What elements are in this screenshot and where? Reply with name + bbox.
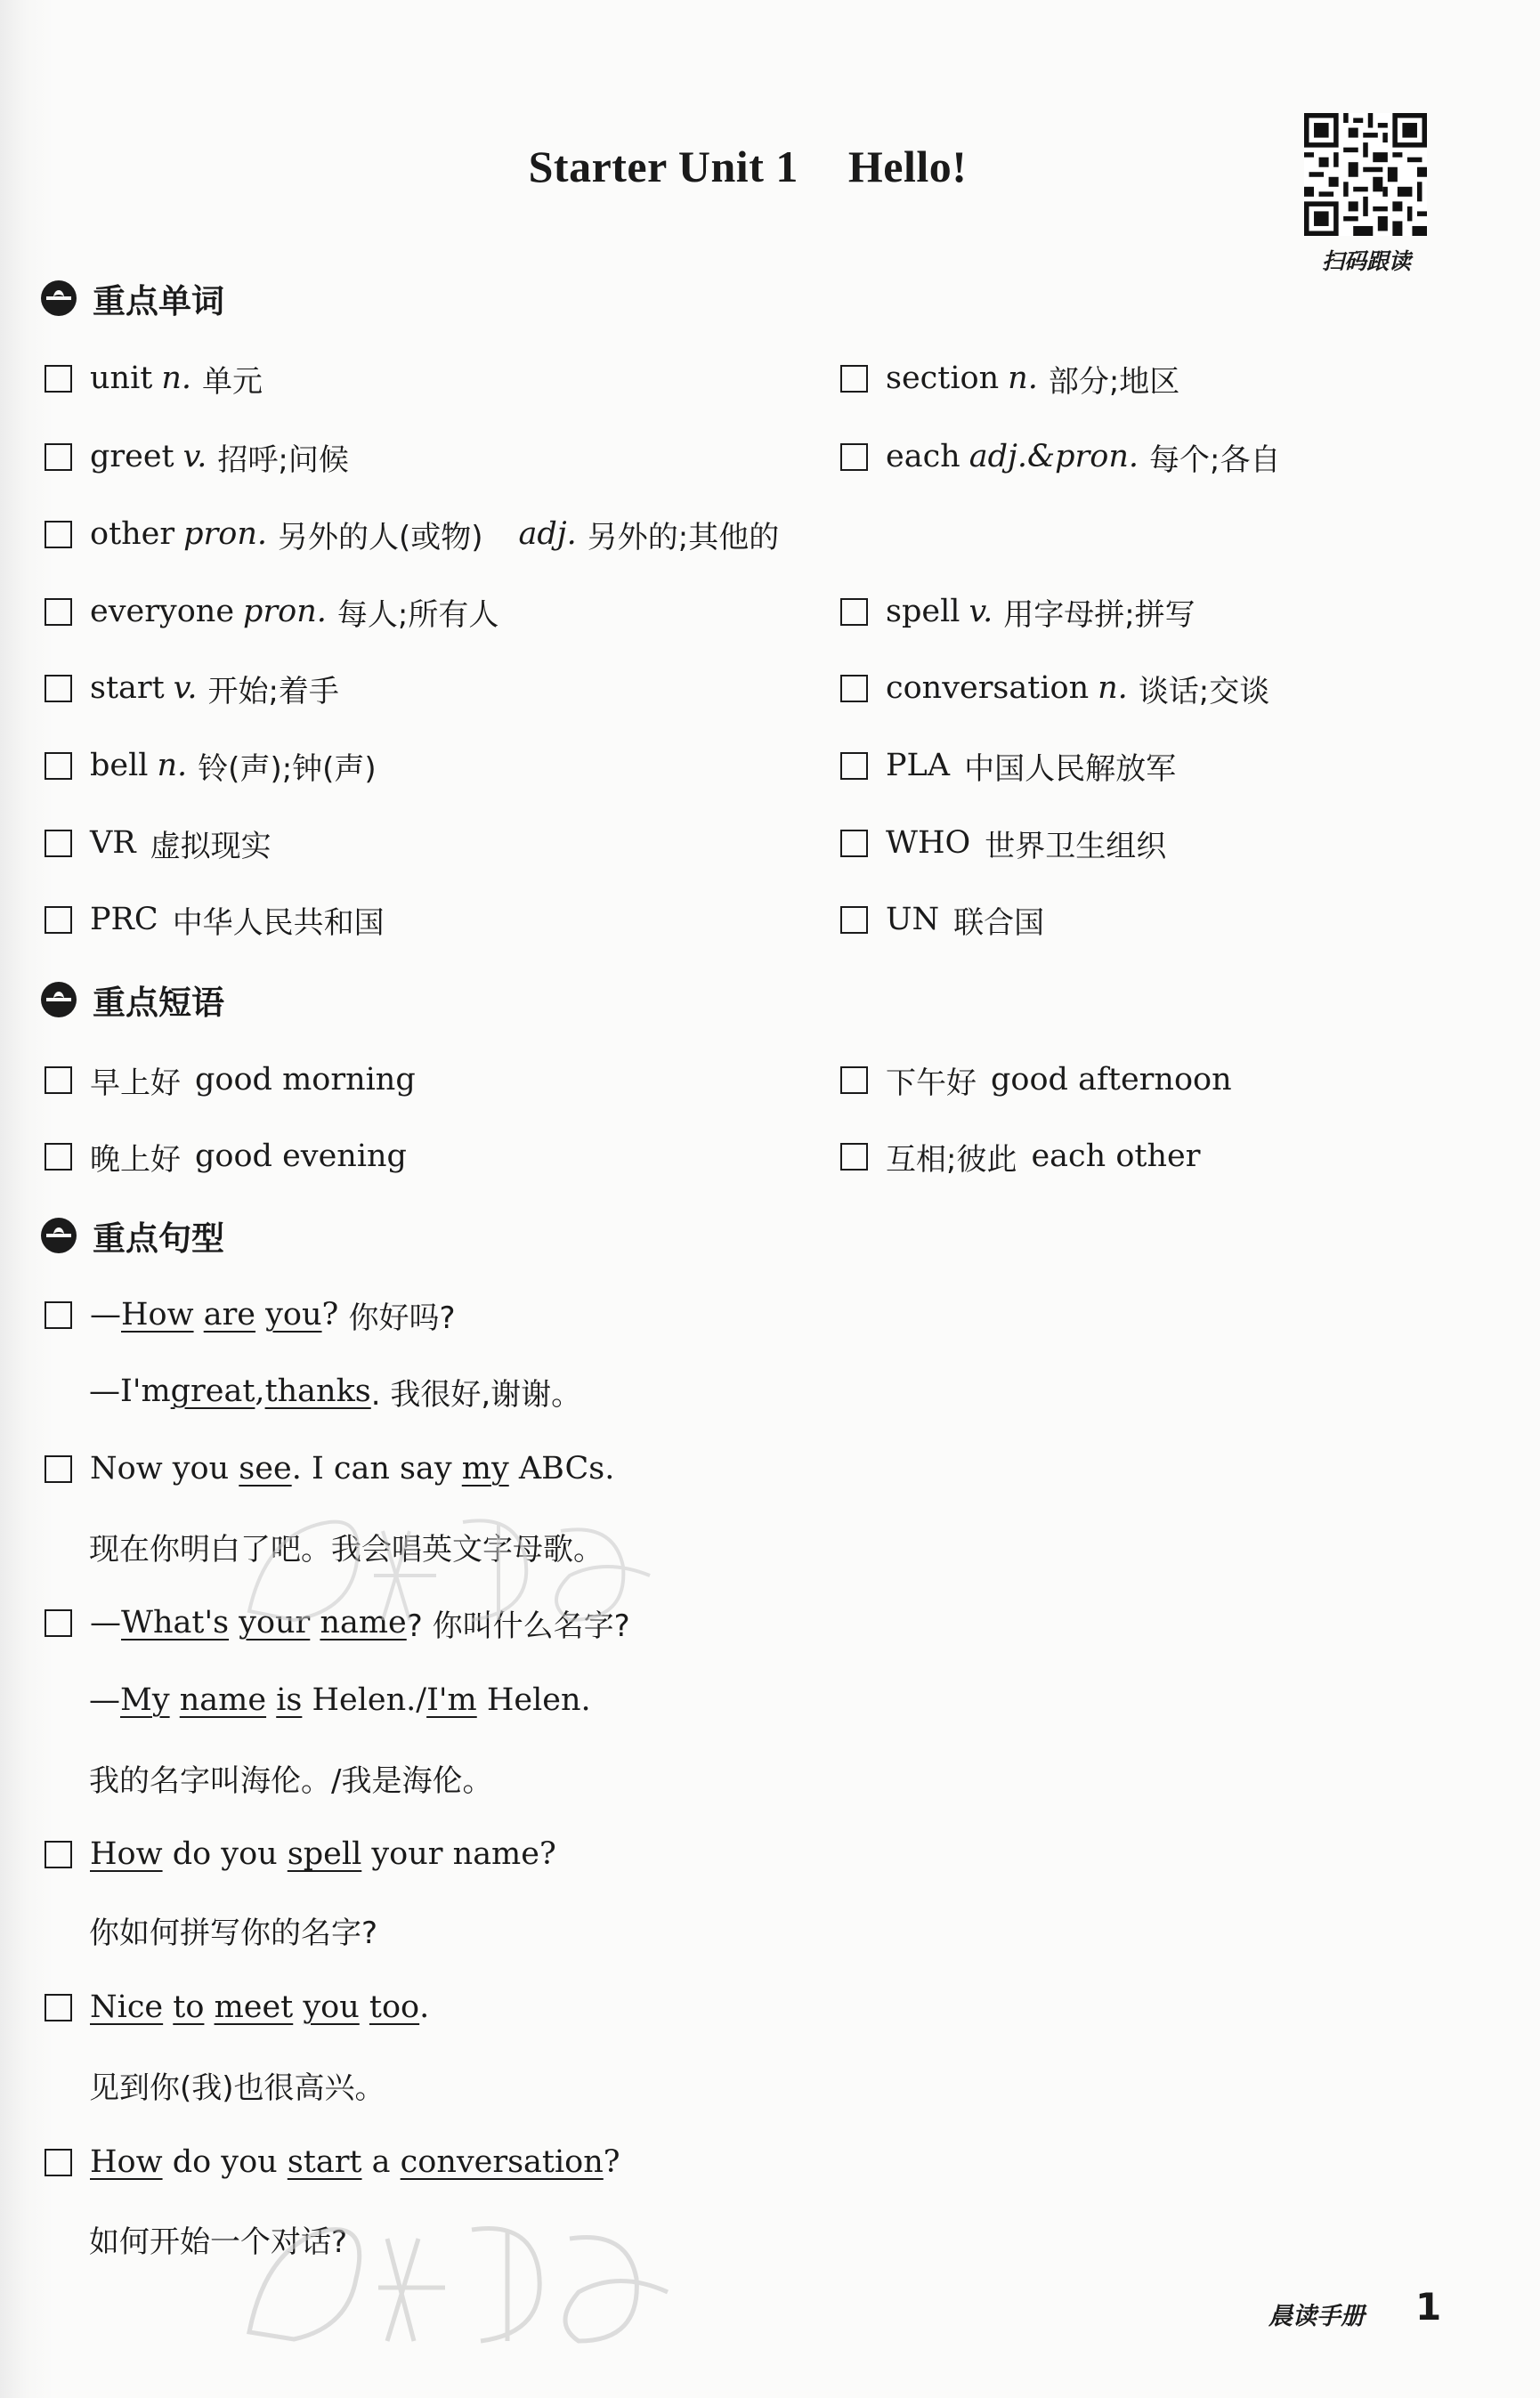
word: greet (90, 439, 174, 474)
section-title: 重点单词 (93, 282, 224, 320)
checkbox[interactable] (840, 906, 868, 934)
sentence-zh: 你如何拼写你的名字? (89, 1915, 378, 1951)
underlined-word: conversation (400, 2144, 604, 2180)
checkbox[interactable] (840, 1143, 868, 1171)
checkbox[interactable] (45, 1455, 72, 1483)
sentence-text: your name? (361, 1836, 556, 1872)
underlined-word: How (90, 2144, 163, 2180)
checkbox[interactable] (45, 521, 72, 548)
phrase-item (840, 1134, 1200, 1179)
underlined-word: How (90, 1836, 163, 1872)
checkbox[interactable] (45, 1301, 72, 1329)
part-of-speech: v. (182, 439, 207, 474)
meaning: 用字母拼;拼写 (1003, 596, 1196, 633)
word-item (45, 897, 385, 942)
part-of-speech: adj. (518, 516, 577, 552)
checkbox[interactable] (840, 752, 868, 780)
word: PLA (886, 748, 951, 783)
sentence-line (89, 1755, 492, 1800)
checkbox[interactable] (45, 675, 72, 702)
underlined-word: name (320, 1605, 407, 1641)
title-unit: Starter Unit 1 (528, 142, 798, 191)
meaning: 另外的;其他的 (587, 519, 780, 555)
sentence-line (89, 1678, 591, 1722)
dash: — (89, 1682, 120, 1718)
sentence-item (45, 1292, 456, 1337)
word: UN (886, 902, 940, 937)
sentence-zh: 你好吗? (348, 1300, 456, 1336)
part-of-speech: v. (969, 594, 993, 629)
phrase-en: good afternoon (991, 1062, 1232, 1098)
word-item (840, 434, 1280, 479)
underlined-word: start (287, 2144, 362, 2180)
word-item (840, 743, 1176, 788)
dash: — (90, 1297, 121, 1333)
checkbox[interactable] (840, 365, 868, 393)
part-of-speech: n. (161, 361, 192, 396)
sentence-line (89, 1524, 604, 1568)
section-key-sentences (41, 1211, 224, 1260)
sentence-line (89, 2216, 347, 2261)
checkbox[interactable] (45, 1143, 72, 1171)
word-item (45, 356, 263, 401)
sentence-line (89, 1908, 377, 1952)
phrase-item (840, 1057, 1232, 1102)
sentence-zh: 现在你明白了吧。我会唱英文字母歌。 (89, 1531, 604, 1568)
sentence-zh: 如何开始一个对话? (89, 2224, 348, 2260)
checkbox[interactable] (45, 830, 72, 857)
word-item (840, 897, 1044, 942)
phrase-item (45, 1057, 416, 1102)
word: WHO (886, 825, 971, 861)
section-bullet-icon (41, 280, 77, 316)
word-item (45, 434, 349, 479)
sentence-line (89, 1369, 581, 1414)
sentence-text: Helen./ (302, 1682, 427, 1718)
checkbox[interactable] (840, 675, 868, 702)
checkbox[interactable] (45, 906, 72, 934)
word: other (90, 516, 175, 552)
punctuation: , (255, 1373, 265, 1409)
part-of-speech: pron. (183, 516, 267, 552)
meaning: 每个;各自 (1149, 442, 1281, 478)
word-item (840, 589, 1196, 634)
word-item (45, 821, 272, 865)
word: section (886, 361, 1000, 396)
meaning: 虚拟现实 (150, 828, 272, 864)
word-item (840, 356, 1179, 401)
underlined-word: is (276, 1682, 303, 1718)
meaning: 招呼;问候 (217, 442, 349, 478)
underlined-word: your (239, 1605, 311, 1641)
meaning: 世界卫生组织 (985, 828, 1167, 864)
word: each (886, 439, 960, 474)
underlined-word: too (369, 1989, 420, 2025)
section-title: 重点短语 (93, 984, 224, 1022)
underlined-word: you (265, 1297, 322, 1333)
checkbox[interactable] (45, 1609, 72, 1637)
underlined-word: to (173, 1989, 205, 2025)
sentence-item (45, 1600, 630, 1645)
phrase-zh: 下午好 (886, 1065, 977, 1101)
phrase-en: good morning (195, 1062, 416, 1098)
checkbox[interactable] (840, 1066, 868, 1094)
part-of-speech: v. (173, 670, 198, 706)
word: conversation (886, 670, 1090, 706)
underlined-word: are (203, 1297, 256, 1333)
sentence-line (89, 2062, 385, 2107)
phrase-zh: 早上好 (90, 1065, 181, 1101)
phrase-item (45, 1134, 407, 1179)
qr-caption: 扫码跟读 (1321, 248, 1411, 274)
checkbox[interactable] (45, 598, 72, 626)
punctuation: ? (321, 1297, 339, 1333)
section-bullet-icon (41, 982, 77, 1017)
section-title: 重点句型 (93, 1219, 224, 1258)
word: PRC (90, 902, 158, 937)
punctuation: ? (603, 2144, 620, 2180)
word-item (840, 821, 1166, 865)
sentence-text: —I'm (89, 1373, 171, 1409)
footer-label: 晨读手册 (1268, 2303, 1365, 2330)
sentence-text: ABCs. (508, 1451, 615, 1487)
sentence-text: . I can say (291, 1451, 462, 1487)
checkbox[interactable] (45, 1994, 72, 2021)
sentence-text: Now you (90, 1451, 239, 1487)
meaning: 每人;所有人 (336, 596, 499, 633)
phrase-en: each other (1031, 1138, 1201, 1174)
sentence-zh: 我的名字叫海伦。/我是海伦。 (89, 1762, 493, 1799)
word: VR (90, 825, 136, 861)
part-of-speech: n. (1098, 670, 1128, 706)
checkbox[interactable] (45, 1841, 72, 1868)
page-title (0, 141, 1495, 192)
phrase-en: good evening (195, 1138, 407, 1174)
word: start (90, 670, 165, 706)
underlined-word: great (170, 1373, 255, 1409)
meaning: 中华人民共和国 (172, 904, 385, 941)
part-of-speech: n. (1008, 361, 1038, 396)
dash: — (90, 1605, 121, 1641)
section-key-phrases (41, 976, 224, 1024)
phrase-zh: 晚上好 (90, 1141, 181, 1178)
underlined-word: you (303, 1989, 360, 2025)
checkbox[interactable] (840, 830, 868, 857)
underlined-word: My (120, 1682, 170, 1718)
underlined-word: name (179, 1682, 267, 1718)
word-item (45, 512, 779, 556)
word: bell (90, 748, 149, 783)
underlined-word: see (239, 1451, 292, 1487)
meaning: 中国人民解放军 (964, 750, 1177, 787)
checkbox[interactable] (840, 598, 868, 626)
title-hello: Hello! (847, 142, 968, 191)
word: spell (886, 594, 960, 629)
word-item (840, 666, 1269, 710)
underlined-word: thanks (264, 1373, 371, 1409)
checkbox[interactable] (45, 443, 72, 471)
meaning: 单元 (202, 363, 263, 400)
section-bullet-icon (41, 1218, 77, 1253)
underlined-word: meet (214, 1989, 294, 2025)
meaning: 谈话;交谈 (1138, 673, 1270, 709)
checkbox[interactable] (840, 443, 868, 471)
page-number: 1 (1415, 2285, 1442, 2329)
part-of-speech: pron. (243, 594, 327, 629)
section-key-words (41, 274, 224, 322)
underlined-word: spell (287, 1836, 362, 1872)
sentence-text: Helen. (476, 1682, 591, 1718)
checkbox[interactable] (45, 1066, 72, 1094)
sentence-zh: 见到你(我)也很高兴。 (89, 2070, 385, 2106)
underlined-word: my (461, 1451, 509, 1487)
checkbox[interactable] (45, 365, 72, 393)
meaning: 铃(声);钟(声) (198, 750, 377, 787)
word: unit (90, 361, 153, 396)
word-item (45, 589, 498, 634)
phrase-zh: 互相;彼此 (886, 1141, 1017, 1178)
underlined-word: What's (121, 1605, 230, 1641)
checkbox[interactable] (45, 2149, 72, 2176)
meaning: 联合国 (953, 904, 1045, 941)
word-item (45, 743, 377, 788)
meaning: 开始;着手 (207, 673, 339, 709)
underlined-word: Nice (90, 1989, 164, 2025)
checkbox[interactable] (45, 752, 72, 780)
underlined-word: How (121, 1297, 194, 1333)
meaning: 部分;地区 (1048, 363, 1180, 400)
sentence-zh: ? 你叫什么名字? (406, 1608, 630, 1644)
part-of-speech: adj.&pron. (969, 439, 1139, 474)
sentence-item (45, 1985, 429, 2029)
underlined-word: I'm (426, 1682, 477, 1718)
sentence-item (45, 1446, 614, 1491)
word: everyone (90, 594, 235, 629)
sentence-text: do you (162, 1836, 288, 1872)
punctuation: . (419, 1989, 430, 2025)
word-item (45, 666, 339, 710)
sentence-text: do you (162, 2144, 288, 2180)
part-of-speech: n. (157, 748, 188, 783)
sentence-text: a (361, 2144, 401, 2180)
sentence-zh: . 我很好,谢谢。 (370, 1376, 582, 1413)
sentence-item (45, 2140, 620, 2184)
sentence-item (45, 1832, 556, 1876)
meaning: 另外的人(或物) (278, 519, 483, 555)
qr-code-icon[interactable] (1304, 113, 1427, 236)
